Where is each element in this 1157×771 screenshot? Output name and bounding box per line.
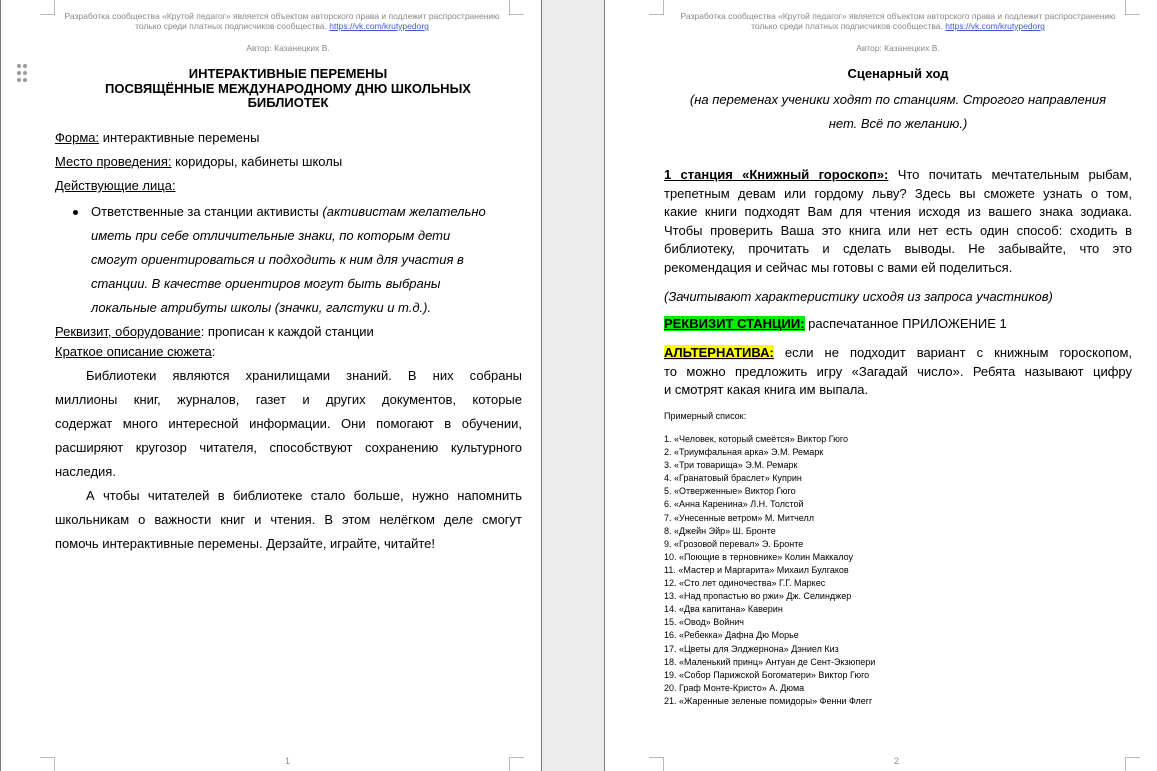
scenario-subtitle (664, 88, 1132, 136)
paragraph-line: миллионы книг, журналов, газет и других документов, которые (55, 392, 522, 407)
drag-handle-icon[interactable] (17, 71, 21, 75)
persons-label: Действующие лица: (55, 178, 176, 193)
subtitle-line: (на переменах ученики ходят по станциям. Строгого направления (689, 92, 1107, 107)
list-item: 7. «Унесенные ветром» М. Митчелл (664, 512, 814, 523)
props-value: распечатанное ПРИЛОЖЕНИЕ 1 (804, 316, 1007, 331)
page-left-border (0, 0, 1, 771)
place-line (55, 154, 342, 170)
page-2 (604, 0, 1157, 771)
list-item: 10. «Поющие в терновнике» Колин Маккалоу (664, 551, 854, 562)
list-item: 12. «Сто лет одиночества» Г.Г. Маркес (664, 578, 826, 589)
paragraph-line: библиотеку, прочитать и сделать выводы. Не забывайте, что это (664, 241, 1132, 257)
props-label: РЕКВИЗИТ СТАНЦИИ: (664, 316, 805, 331)
title-line: ИНТЕРАКТИВНЫЕ ПЕРЕМЕНЫ (188, 66, 388, 81)
brief-label: Краткое описание сюжета (55, 344, 212, 359)
drag-handle-icon[interactable] (17, 64, 21, 68)
header-text: только среди платных подписчиков сообщества. (135, 21, 330, 31)
subtitle-line: нет. Всё по желанию.) (828, 116, 968, 131)
drag-handle-icon[interactable] (23, 78, 27, 82)
bullet-line: иметь при себе отличительные знаки, по которым дети (91, 228, 451, 243)
list-item: 8. «Джейн Эйр» Ш. Бронте (664, 525, 776, 536)
station-1-label: 1 станция «Книжный гороскоп»: (664, 167, 889, 182)
title-line: БИБЛИОТЕК (247, 95, 329, 110)
list-item: 2. «Триумфальная арка» Э.М. Ремарк (664, 447, 824, 458)
list-item: 4. «Гранатовый браслет» Куприн (664, 473, 802, 484)
corner-mark (649, 757, 664, 771)
paragraph-line: трепетным девам или гордому льву? Здесь вы сможете узнать о том, (664, 185, 1132, 201)
list-item: 13. «Над пропастью во ржи» Дж. Селинджер (664, 591, 852, 602)
document-title (54, 67, 522, 111)
bullet-line: станции. В качестве ориентиров могут быть выбраны (91, 276, 441, 291)
bullet-line: локальные атрибуты школы (значки, галстуки и т.д.). (91, 300, 432, 315)
place-label: Место проведения: (55, 154, 172, 169)
props-line (55, 324, 374, 340)
drag-handle-icon[interactable] (17, 78, 21, 82)
list-title: Примерный список: (664, 411, 747, 421)
page-gap (542, 0, 604, 771)
author: Автор: Казанецких В. (246, 43, 330, 53)
page-number: 2 (894, 756, 900, 766)
paragraph-line (664, 166, 1132, 185)
header-line-1: Разработка сообщества «Крутой педагог» является объектом авторского права и подлежит распространению (64, 11, 500, 21)
scenario-title: Сценарный ход (847, 66, 949, 81)
list-item: 9. «Грозовой перевал» Э. Бронте (664, 538, 804, 549)
bullet-line (91, 200, 486, 224)
place-value: коридоры, кабинеты школы (171, 154, 343, 169)
header-line-2 (662, 21, 1134, 31)
title-line: ПОСВЯЩЁННЫЕ МЕЖДУНАРОДНОМУ ДНЮ ШКОЛЬНЫХ (105, 80, 471, 96)
list-item: 5. «Отверженные» Виктор Гюго (664, 486, 796, 497)
paragraph-line: то можно предложить игру «Загадай число». Ребята называют цифру (664, 363, 1132, 379)
list-item: 16. «Ребекка» Дафна Дю Морье (664, 630, 799, 641)
header-link[interactable]: https://vk.com/krutypedorg (945, 21, 1045, 31)
brief-colon: : (211, 344, 216, 359)
props-value: : прописан к каждой станции (200, 324, 374, 339)
drag-handle-icon[interactable] (23, 71, 27, 75)
list-item: 14. «Два капитана» Каверин (664, 604, 783, 615)
header-line-1: Разработка сообщества «Крутой педагог» является объектом авторского права и подлежит распространению (680, 11, 1116, 21)
paragraph-line: А чтобы читателей в библиотеке стало больше, нужно напомнить (86, 488, 522, 503)
page-1 (0, 0, 542, 771)
station-1-text: Что почитать мечтательным рыбам, (888, 167, 1133, 182)
page-header (40, 11, 524, 31)
corner-mark (509, 757, 524, 771)
list-item: 1. «Человек, который смеётся» Виктор Гюго (664, 434, 848, 444)
list-item: 15. «Овод» Войнич (664, 617, 744, 628)
header-line-2 (40, 21, 524, 31)
form-line (55, 130, 259, 146)
paragraph-line (664, 344, 1132, 363)
bullet-text (91, 200, 486, 320)
paragraph-line: содержат много интересной информации. Они помогают в обучении, (55, 416, 522, 431)
paragraph-1 (55, 364, 522, 556)
page-number: 1 (285, 756, 291, 766)
bullet-italic: (активистам желательно (322, 204, 486, 219)
paragraph-line: расширяют кругозор читателя, способствуют сохранению культурного (55, 440, 522, 455)
list-item: 6. «Анна Каренина» Л.Н. Толстой (664, 499, 804, 510)
book-list (664, 433, 875, 708)
list-item: 17. «Цветы для Элджернона» Дэниел Киз (664, 643, 839, 654)
persons-line (55, 178, 176, 194)
header-link[interactable]: https://vk.com/krutypedorg (329, 21, 429, 31)
corner-mark (1125, 757, 1140, 771)
paragraph-line: Чтобы проверить Ваша это книга или нет есть один способ: сходить в (664, 222, 1132, 238)
form-label: Форма: (55, 130, 100, 145)
list-item: 21. «Жаренные зеленые помидоры» Фенни Флегг (664, 695, 873, 706)
corner-mark (40, 757, 55, 771)
paragraph-line: наследия. (55, 464, 116, 479)
station-1-paragraph (664, 166, 1132, 278)
author: Автор: Казанецких В. (856, 43, 940, 53)
props-label: Реквизит, оборудование (55, 324, 201, 339)
list-item: 11. «Мастер и Маргарита» Михаил Булгаков (664, 564, 849, 575)
alternative-text: если не подходит вариант с книжным гороскопом, (773, 345, 1132, 360)
paragraph-line: и смотрят какая книга им выпала. (664, 382, 869, 398)
page-right-border (541, 0, 542, 771)
page-header (662, 11, 1134, 31)
list-item: 19. «Собор Парижской Богоматери» Виктор Гюго (664, 669, 870, 680)
list-item: 3. «Три товарища» Э.М. Ремарк (664, 460, 798, 471)
paragraph-line: какие книги подходят Вам для чтения исходя из вашего знака зодиака. (664, 204, 1132, 220)
list-item: 20. Граф Монте-Кристо» А. Дюма (664, 682, 805, 693)
bullet-icon (73, 210, 78, 215)
page-left-border (604, 0, 605, 771)
bullet-normal: Ответственные за станции активисты (91, 204, 323, 219)
brief-line (55, 344, 215, 360)
bullet-line: смогут ориентироваться и подходить к ним для участия в (91, 252, 464, 267)
form-value: интерактивные перемены (99, 130, 260, 145)
alternative-paragraph (664, 344, 1132, 400)
list-item: 18. «Маленький принц» Антуан де Сент-Экзюпери (664, 656, 876, 667)
props-line (664, 316, 1007, 332)
read-note: (Зачитывают характеристику исходя из запроса участников) (664, 289, 1053, 304)
paragraph-line: рекомендация и сейчас мы готовы с вами ей поделиться. (664, 259, 1013, 275)
paragraph-line: школьникам о важности книг и чтения. В этом нелёгком деле смогут (55, 512, 522, 527)
header-text: только среди платных подписчиков сообщества. (751, 21, 946, 31)
drag-handle-icon[interactable] (23, 64, 27, 68)
paragraph-line: помочь интерактивные перемены. Дерзайте, играйте, читайте! (55, 536, 436, 551)
alternative-label: АЛЬТЕРНАТИВА: (664, 345, 774, 360)
paragraph-line: Библиотеки являются хранилищами знаний. В них собраны (86, 368, 522, 383)
